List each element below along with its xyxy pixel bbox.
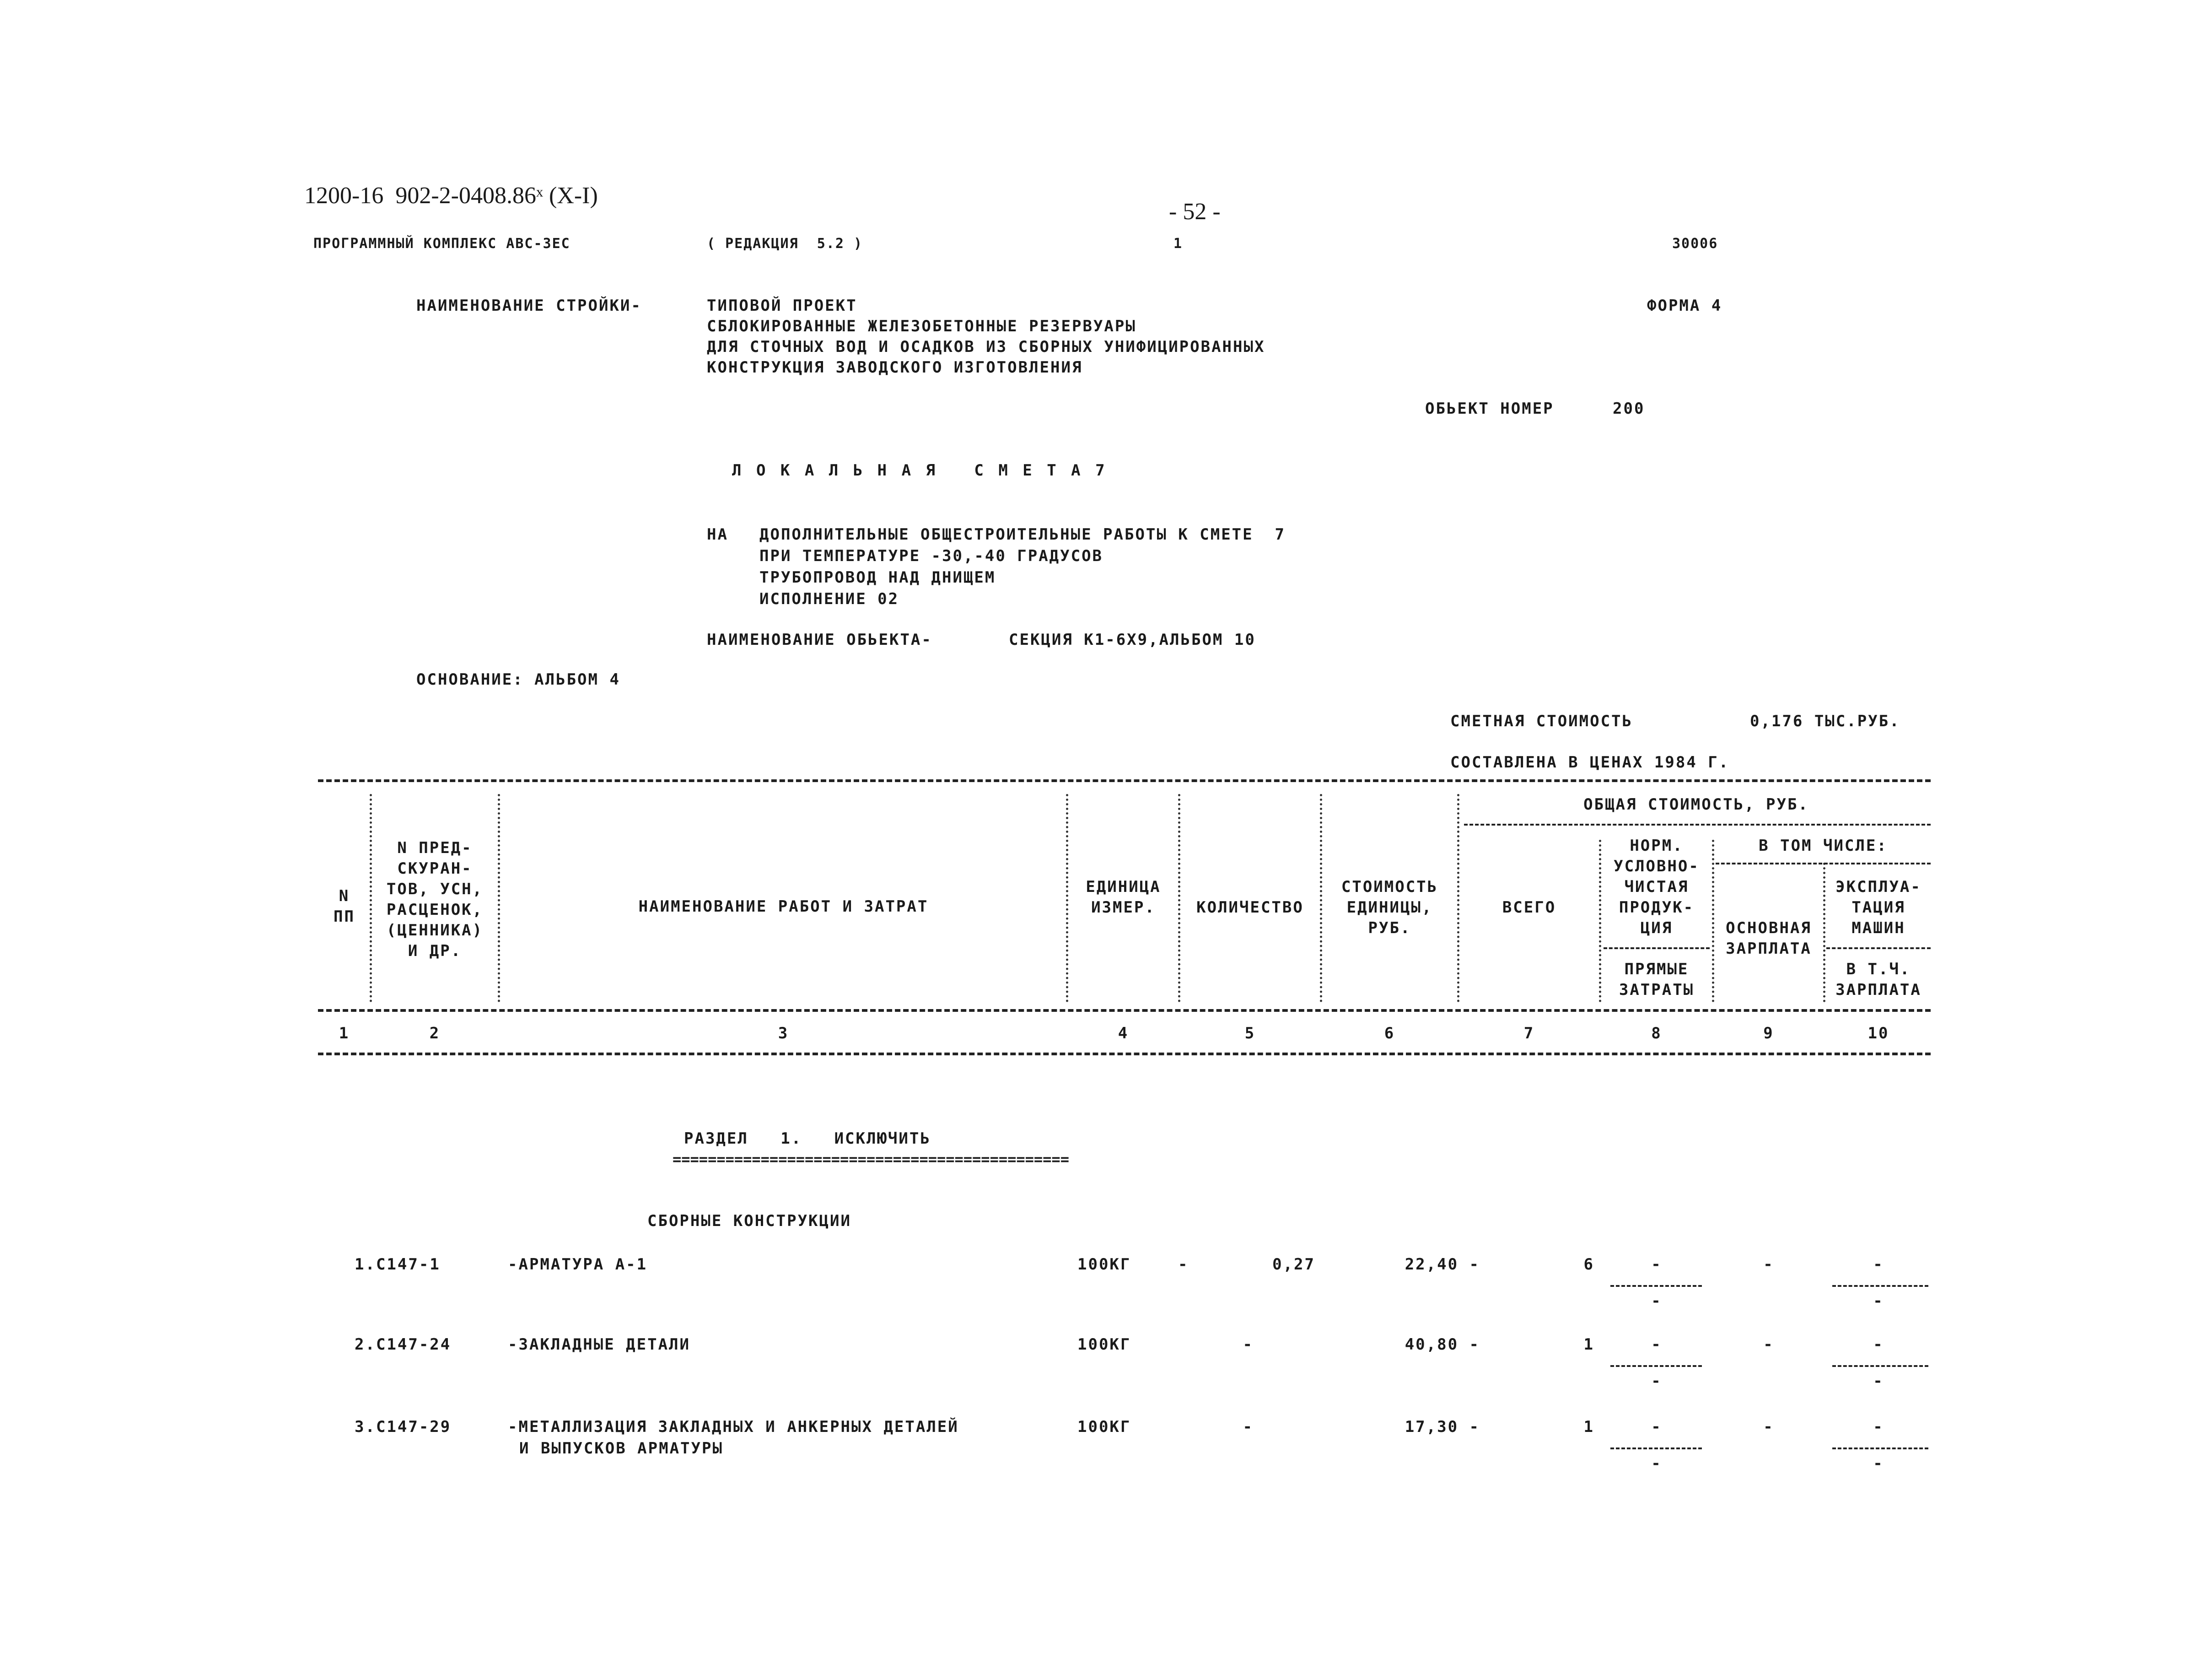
- object-number-value: 200: [1613, 400, 1645, 418]
- header-col-2-line: И ДР.: [408, 942, 462, 960]
- column-separator: [1178, 794, 1180, 1002]
- row-unit: 100КГ: [1077, 1255, 1131, 1274]
- row-unit: 100КГ: [1077, 1335, 1131, 1354]
- row-col-9: -: [1763, 1335, 1774, 1354]
- row-col-9: -: [1763, 1255, 1774, 1274]
- header-col-10b-line: ЗАРПЛАТА: [1835, 981, 1921, 999]
- header-col-5: КОЛИЧЕСТВО: [1196, 898, 1304, 917]
- row-code: 1.С147-1: [355, 1255, 441, 1274]
- column-separator: [1599, 840, 1601, 1002]
- column-separator: [1712, 840, 1714, 1002]
- row-col-8-rule: [1610, 1447, 1702, 1449]
- header-col-6-line: ЕДИНИЦЫ,: [1346, 898, 1433, 917]
- row-unit: 100КГ: [1077, 1418, 1131, 1436]
- header-col-7: ВСЕГО: [1502, 898, 1556, 917]
- row-col-10-rule: [1832, 1365, 1928, 1367]
- table-top-rule: [318, 779, 1931, 782]
- row-code: 2.С147-24: [355, 1335, 452, 1354]
- row-qty: -: [1243, 1418, 1254, 1436]
- header-col-2-line: СКУРАН-: [397, 859, 473, 878]
- page-number: - 52 -: [1169, 199, 1221, 225]
- header-col-8-line: НОРМ.: [1630, 837, 1684, 855]
- header-col-8-line: УСЛОВНО-: [1614, 857, 1700, 875]
- column-number: 5: [1244, 1024, 1256, 1042]
- row-qty-dash: -: [1178, 1255, 1189, 1274]
- row-col-9: -: [1763, 1418, 1774, 1436]
- row-total: 1: [1583, 1418, 1594, 1436]
- row-unit-price: 40,80 -: [1405, 1335, 1480, 1354]
- row-col-8-rule: [1610, 1285, 1702, 1287]
- document-code: 1200-16 902-2-0408.86ˣ (X-I): [304, 183, 598, 209]
- column-number: 6: [1384, 1024, 1395, 1042]
- object-name-label: НАИМЕНОВАНИЕ ОБЬЕКТА-: [707, 631, 932, 649]
- row-col-8: -: [1651, 1418, 1662, 1436]
- column-number: 2: [429, 1024, 441, 1042]
- row-name: -ЗАКЛАДНЫЕ ДЕТАЛИ: [508, 1335, 690, 1354]
- header-col-3: НАИМЕНОВАНИЕ РАБОТ И ЗАТРАТ: [638, 897, 929, 916]
- header-col-10-line: ТАЦИЯ: [1851, 898, 1905, 917]
- purpose-line: ИСПОЛНЕНИЕ 02: [759, 590, 899, 608]
- purpose-prefix: НА: [707, 525, 728, 544]
- header-col-8b-line: ПРЯМЫЕ: [1624, 960, 1689, 978]
- column-number: 9: [1763, 1024, 1774, 1042]
- row-total: 6: [1583, 1255, 1594, 1274]
- row-unit-price: 22,40 -: [1405, 1255, 1480, 1274]
- row-col-10-rule: [1832, 1285, 1928, 1287]
- object-name-value: СЕКЦИЯ К1-6Х9,АЛЬБОМ 10: [1009, 631, 1256, 649]
- purpose-line: ДОПОЛНИТЕЛЬНЫЕ ОБЩЕСТРОИТЕЛЬНЫЕ РАБОТЫ К СМЕТЕ 7: [759, 525, 1286, 544]
- row-total: 1: [1583, 1335, 1594, 1354]
- row-col-8: -: [1651, 1335, 1662, 1354]
- header-col-1-line: N: [339, 887, 350, 905]
- object-number-label: ОБЬЕКТ НОМЕР: [1425, 400, 1554, 418]
- column-separator: [1457, 794, 1459, 1002]
- row-name: И ВЫПУСКОВ АРМАТУРЫ: [519, 1439, 723, 1458]
- row-col-8b: -: [1651, 1454, 1662, 1473]
- column-separator: [370, 794, 372, 1002]
- row-col-8: -: [1651, 1255, 1662, 1274]
- column-separator: [1066, 794, 1068, 1002]
- header-col-6-line: РУБ.: [1368, 919, 1411, 937]
- basis: ОСНОВАНИЕ: АЛЬБОМ 4: [416, 670, 620, 689]
- group-title: СБОРНЫЕ КОНСТРУКЦИИ: [647, 1212, 851, 1230]
- header-col-6-line: СТОИМОСТЬ: [1341, 878, 1438, 896]
- header-group-rule: [1464, 824, 1931, 826]
- numbers-bottom-rule: [318, 1053, 1931, 1055]
- document-number: 30006: [1672, 236, 1718, 252]
- estimated-cost-label: СМЕТНАЯ СТОИМОСТЬ: [1450, 712, 1633, 730]
- sheet-number: 1: [1173, 236, 1183, 252]
- column-number: 10: [1868, 1024, 1889, 1042]
- row-col-10: -: [1873, 1418, 1884, 1436]
- price-basis: СОСТАВЛЕНА В ЦЕНАХ 1984 Г.: [1450, 753, 1730, 772]
- program-name: ПРОГРАММНЫЙ КОМПЛЕКС АВС-ЗЕС: [313, 236, 570, 252]
- construction-line: КОНСТРУКЦИЯ ЗАВОДСКОГО ИЗГОТОВЛЕНИЯ: [707, 358, 1083, 377]
- row-col-8b: -: [1651, 1292, 1662, 1310]
- header-col-1-line: ПП: [334, 907, 355, 926]
- column-separator: [1320, 794, 1322, 1002]
- column-number: 7: [1523, 1024, 1535, 1042]
- construction-label: НАИМЕНОВАНИЕ СТРОЙКИ-: [416, 297, 642, 315]
- estimate-title: Л О К А Л Ь Н А Я С М Е Т А 7: [732, 461, 1108, 480]
- section-underline: =============================================: [673, 1150, 1069, 1168]
- header-col-2-line: РАСЦЕНОК,: [386, 901, 484, 919]
- header-including-rule: [1716, 863, 1931, 864]
- column-number: 1: [339, 1024, 350, 1042]
- row-col-10: -: [1873, 1255, 1884, 1274]
- row-col-10b: -: [1873, 1292, 1884, 1310]
- form-number: ФОРМА 4: [1647, 297, 1722, 315]
- header-col-2-line: N ПРЕД-: [397, 839, 473, 857]
- row-col-10: -: [1873, 1335, 1884, 1354]
- header-col-2-line: ТОВ, УСН,: [386, 880, 484, 898]
- header-col-10b-line: В Т.Ч.: [1846, 960, 1911, 978]
- header-col-8b-line: ЗАТРАТЫ: [1619, 981, 1695, 999]
- construction-line: ДЛЯ СТОЧНЫХ ВОД И ОСАДКОВ ИЗ СБОРНЫХ УНИФИЦИРОВАННЫХ: [707, 338, 1265, 356]
- section-title: РАЗДЕЛ 1. ИСКЛЮЧИТЬ: [684, 1129, 931, 1148]
- row-col-8-rule: [1610, 1365, 1702, 1367]
- header-total-group: ОБЩАЯ СТОИМОСТЬ, РУБ.: [1583, 795, 1809, 814]
- header-col-9-line: ОСНОВНАЯ: [1726, 919, 1812, 937]
- row-qty: 0,27: [1272, 1255, 1315, 1274]
- header-including: В ТОМ ЧИСЛЕ:: [1759, 837, 1888, 855]
- column-separator: [1823, 863, 1825, 1002]
- header-col-10-line: МАШИН: [1851, 919, 1905, 937]
- column-number: 4: [1118, 1024, 1129, 1042]
- row-col-10b: -: [1873, 1372, 1884, 1390]
- header-col-8-rule: [1604, 947, 1710, 949]
- purpose-line: ТРУБОПРОВОД НАД ДНИЩЕМ: [759, 568, 996, 587]
- row-col-8b: -: [1651, 1372, 1662, 1390]
- construction-line: СБЛОКИРОВАННЫЕ ЖЕЛЕЗОБЕТОННЫЕ РЕЗЕРВУАРЫ: [707, 317, 1136, 335]
- header-col-2-line: (ЦЕННИКА): [386, 921, 484, 940]
- header-col-8-line: ПРОДУК-: [1619, 898, 1695, 917]
- column-number: 8: [1651, 1024, 1662, 1042]
- row-code: 3.С147-29: [355, 1418, 452, 1436]
- row-col-10b: -: [1873, 1454, 1884, 1473]
- header-col-8-line: ЧИСТАЯ: [1624, 878, 1689, 896]
- row-col-10-rule: [1832, 1447, 1928, 1449]
- row-qty: -: [1243, 1335, 1254, 1354]
- row-name: -АРМАТУРА А-1: [508, 1255, 648, 1274]
- purpose-line: ПРИ ТЕМПЕРАТУРЕ -30,-40 ГРАДУСОВ: [759, 547, 1103, 565]
- header-bottom-rule: [318, 1009, 1931, 1012]
- construction-line: ТИПОВОЙ ПРОЕКТ: [707, 297, 857, 315]
- header-col-10-line: ЭКСПЛУА-: [1835, 878, 1921, 896]
- edition: ( РЕДАКЦИЯ 5.2 ): [707, 236, 863, 252]
- row-unit-price: 17,30 -: [1405, 1418, 1480, 1436]
- row-name: -МЕТАЛЛИЗАЦИЯ ЗАКЛАДНЫХ И АНКЕРНЫХ ДЕТАЛЕЙ: [508, 1418, 959, 1436]
- header-col-4-line: ЕДИНИЦА: [1086, 878, 1161, 896]
- column-number: 3: [778, 1024, 789, 1042]
- header-col-9-line: ЗАРПЛАТА: [1726, 940, 1812, 958]
- header-col-4-line: ИЗМЕР.: [1091, 898, 1156, 917]
- column-separator: [498, 794, 500, 1002]
- estimated-cost-value: 0,176 ТЫС.РУБ.: [1750, 712, 1900, 730]
- header-col-8-line: ЦИЯ: [1640, 919, 1673, 937]
- header-col-10-rule: [1826, 947, 1931, 949]
